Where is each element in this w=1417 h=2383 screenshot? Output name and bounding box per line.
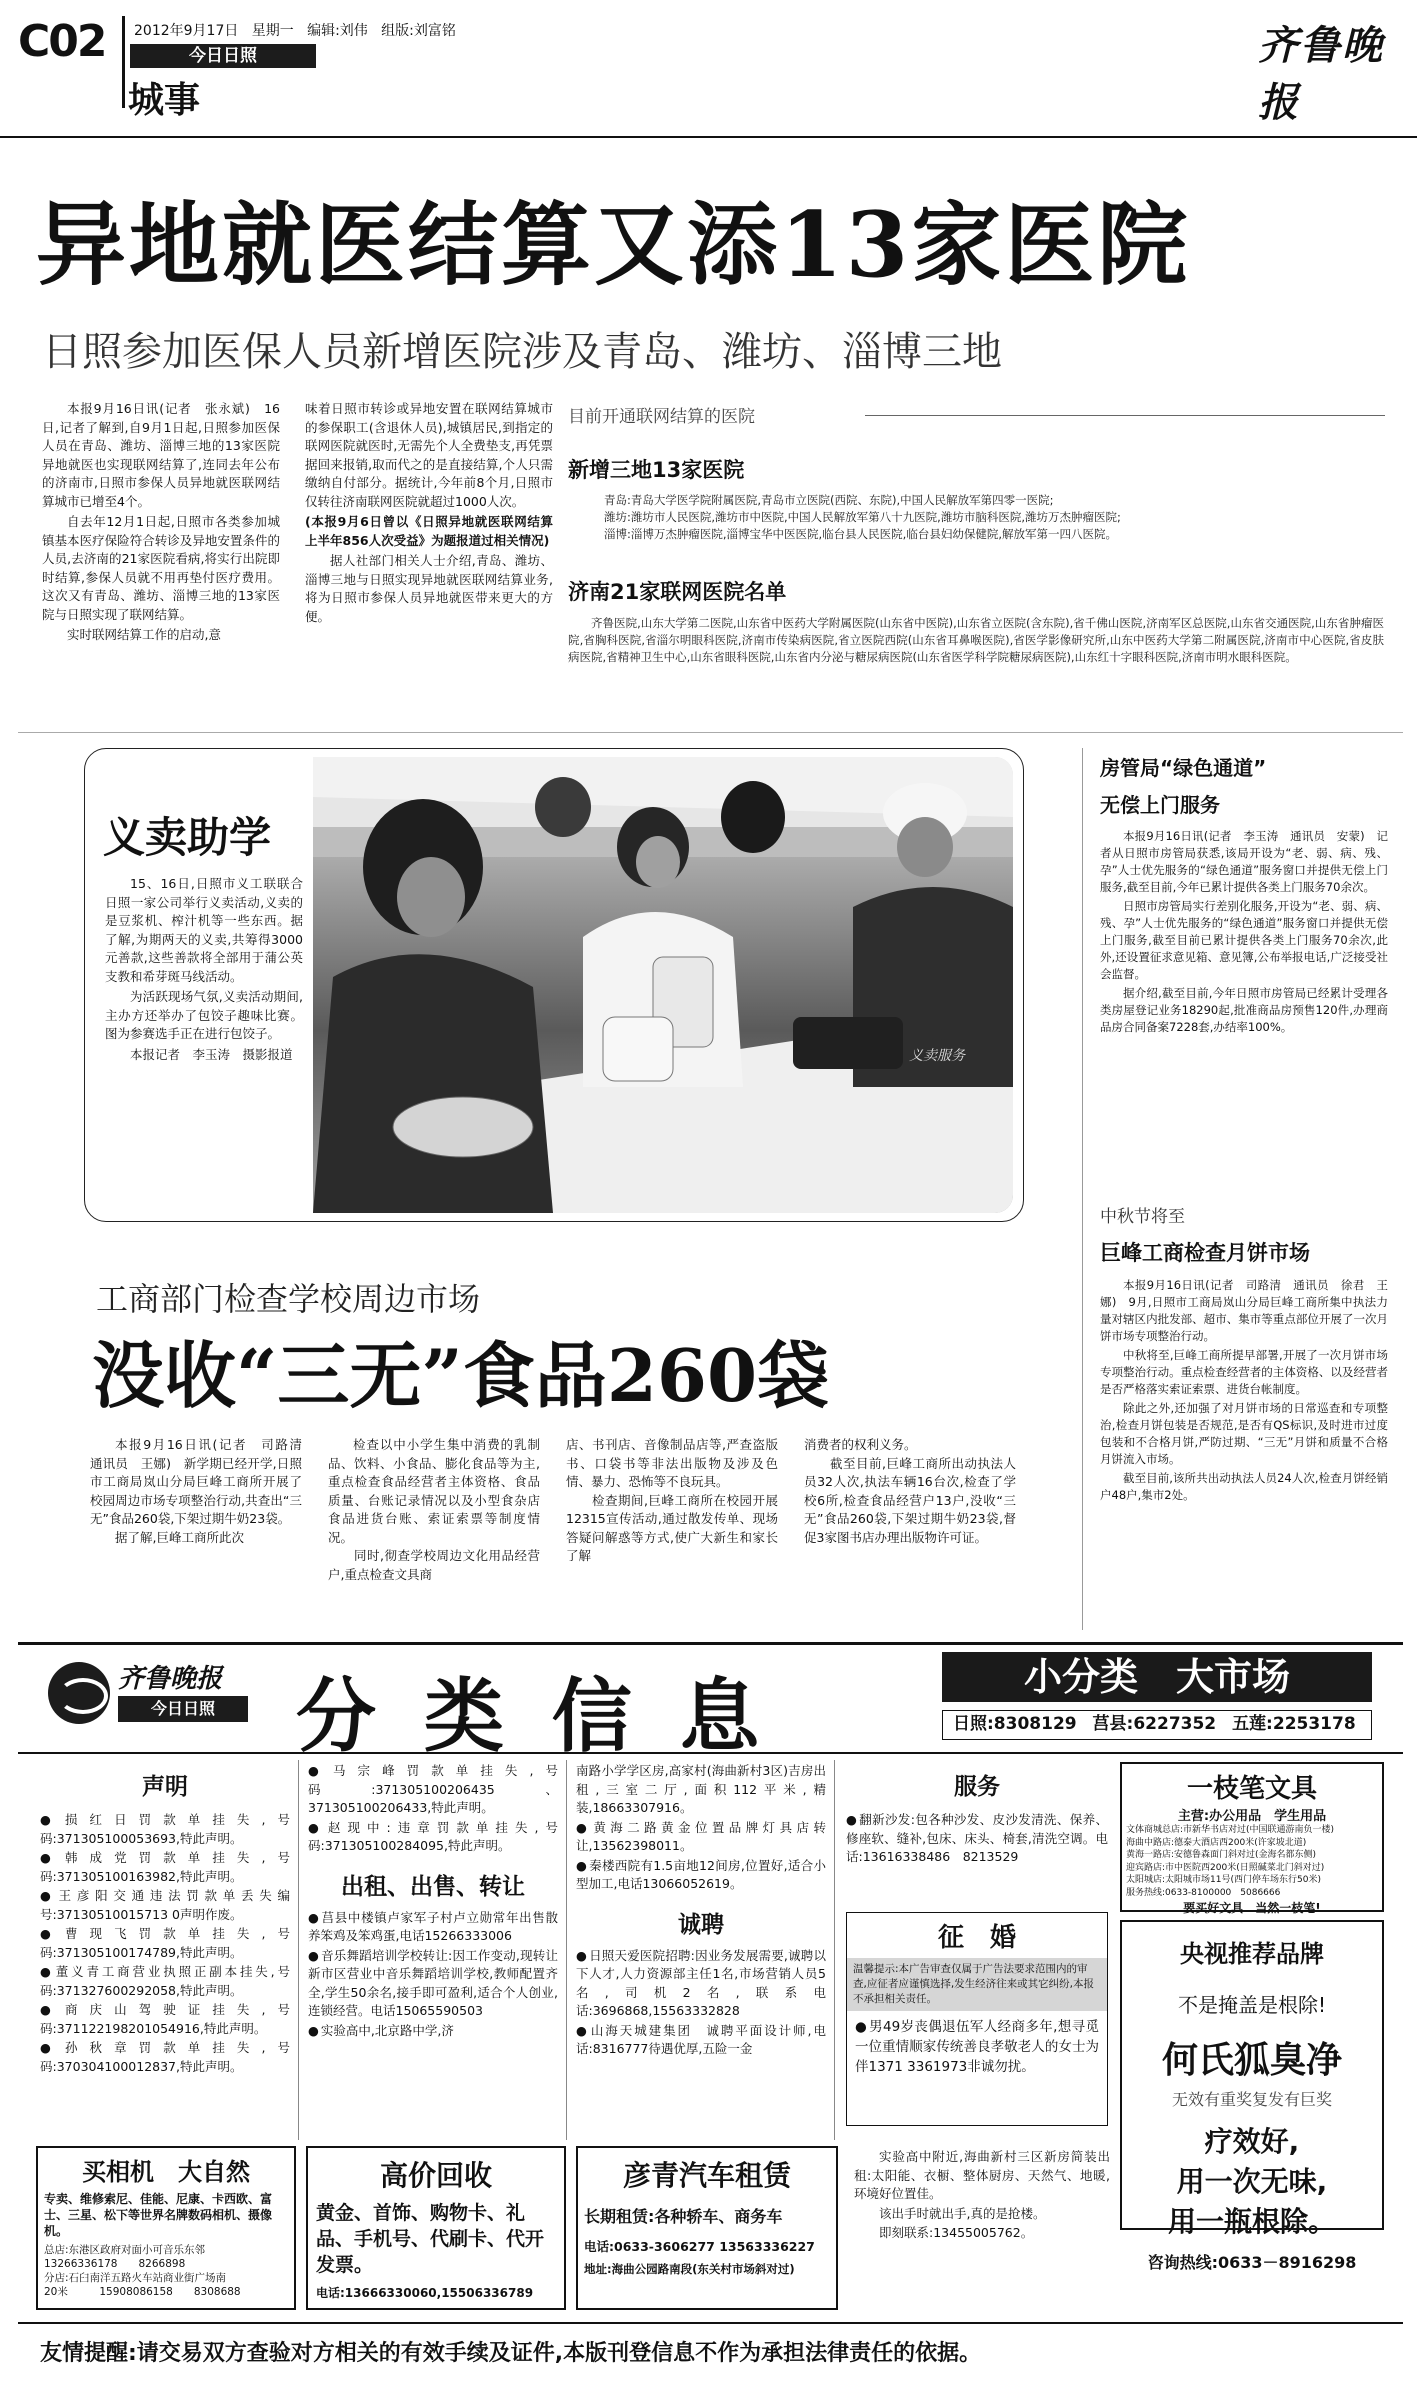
stationery-ad: [1120, 1762, 1384, 1915]
phone-juxian: 莒县:6227352: [1092, 1714, 1217, 1734]
camera-ad: [36, 2146, 296, 2310]
rent-item: ● 音乐舞蹈培训学校转让:因工作变动,现转让新市区营业中音乐舞蹈培训学校,教师配置齐全,学生50余名,接手即可盈利,适合个人创业,连锁经营。电话15065590503: [308, 1947, 558, 2021]
sidebar-paragraph: 截至目前,该所共出动执法人员24人次,检查月饼经销户48户,集市2处。: [1100, 1471, 1388, 1502]
section-title: 城事: [128, 79, 201, 121]
charity-sale-photo: [313, 757, 1013, 1213]
branch-line: 黄海一路店:安德鲁森面门斜对过(金海名都东侧): [1126, 1850, 1317, 1860]
story2-column: 店、书刊店、音像制品店等,严查盗版书、口袋书等非法出版物及涉及色情、暴力、恐怖等不良玩具。 检查期间,巨峰工商所在校园开展12315宣传活动,通过散发传单、现场答疑问解惑等方式,使广大新生和家长了解: [566, 1437, 778, 1563]
sidebar-story-a: [1100, 752, 1388, 1038]
recycle-ad: [306, 2146, 566, 2310]
lead-subhead: 日照参加医保人员新增医院涉及青岛、潍坊、淄博三地: [42, 329, 1002, 375]
rental-phone: 即刻联系:13455005762。: [879, 2225, 1034, 2240]
rental-house-ad: [850, 2146, 1114, 2314]
photo-story-box: [84, 748, 1024, 1222]
classifieds-banner: [26, 1652, 1388, 1763]
sidebar-paragraph: 日照市房管局实行差别化服务,开设为“老、弱、病、残、孕”人士优先服务的“绿色通道”服务窗口并提供无偿上门服务,截至目前已累计提供各类上门服务70余次,此外,还设置征求意见箱、意见簿,公布举报电话,广泛接受社会监督。: [1100, 899, 1388, 981]
stationery-slogan: 要买好文具 当然一枝笔!: [1183, 1901, 1321, 1915]
notice-item: ● 董义青工商营业执照正副本挂失,号码:371327600292058,特此声明。: [40, 1963, 290, 2000]
col-divider: [834, 1760, 835, 2140]
rent-heading: 出租、出售、转让: [341, 1872, 525, 1900]
photo-story-title: 义卖助学: [103, 813, 272, 862]
hospital-list-label: 目前开通联网结算的医院: [568, 407, 755, 427]
cctv-line2: 无效有重奖复发有巨奖: [1171, 2090, 1332, 2109]
story2-column: 消费者的权利义务。 截至目前,巨峰工商所出动执法人员32人次,执法车辆16台次,检查了学校6所,检查食品经营户13户,没收“三无”食品260袋,下架过期牛奶23袋,督促3家图书店办理出版物许可证。: [804, 1437, 1016, 1545]
photo-mark: 义卖服务: [909, 1048, 965, 1064]
footer-reminder: 友情提醒:请交易双方查验对方相关的有效手续及证件,本版刊登信息不作为承担法律责任的依据。: [40, 2341, 982, 2366]
classifieds-top-rule: [18, 1642, 1403, 1645]
cctv-title: 央视推荐品牌: [1180, 1940, 1324, 1968]
phone-wulian: 五莲:2253178: [1232, 1714, 1356, 1734]
hospital-list-item: 青岛:青岛大学医学院附属医院,青岛市立医院(西院、东院),中国人民解放军第四零一医院;: [604, 493, 1054, 507]
logo-name: 齐鲁晚报: [118, 1664, 223, 1694]
rent-item: 南路小学学区房,高家村(海曲新村3区)吉房出租,三室二厅,面积112平米,精装,18663307916。: [576, 1763, 826, 1815]
branch-line: 迎宾路店:市中医院西200米(日照碱菜北门斜对过): [1126, 1862, 1325, 1873]
layout-credit: 组版:刘富铭: [381, 23, 456, 39]
hospital-list-item: 淄博:淄博万杰肿瘤医院,淄博宝华中医医院,临台县人民医院,临台县妇幼保健院,解放军第一四八医院。: [604, 527, 1117, 541]
marriage-ad: [846, 1912, 1108, 2126]
cctv-ad: [1120, 1920, 1384, 2272]
notice-item: ● 商庆山驾驶证挂失,号码:371122198201054916,特此声明。: [40, 2001, 290, 2038]
new-hospitals-title: 新增三地13家医院: [568, 458, 745, 482]
lead-paragraph: 本报9月16日讯(记者 张永斌) 16日,记者了解到,自9月1日起,日照参加医保人员在青岛、潍坊、淄博三地的13家医院异地就医也实现联网结算了,连同去年公布的济南市,日照市参保人员异地就医联网结算城市已增至4个。: [42, 401, 280, 509]
cctv-hotline: 咨询热线:0633－8916298: [1147, 2253, 1357, 2272]
page-header: [0, 0, 1417, 126]
slogan-box: 小分类 大市场: [942, 1652, 1372, 1702]
story2-headline: 没收“三无”食品260袋: [92, 1333, 830, 1418]
rent-item: ● 莒县中楼镇卢家军子村卢立勋常年出售散养笨鸡及笨鸡蛋,电话15266333006: [308, 1909, 558, 1946]
jinan-hospitals-list: 齐鲁医院,山东大学第二医院,山东省中医药大学附属医院(山东省中医院),山东省立医院(含东院),省千佛山医院,济南军区总医院,山东省交通医院,山东省肿瘤医院,省胸科医院,省淄尔明眼科医院,济南市传染病医院,省立医院西院(山东省耳鼻喉医院),省医学影像研究所,山东中医药大学第二附属医院,济南市中心医院,省皮肤病医院,省精神卫生中心,山东省眼科医院,山东省内分泌与糖尿病医院(山东省医学科学院糖尿病医院),山东红十字眼科医院,济南市明水眼科医院。: [568, 616, 1384, 664]
lead-column-2: [305, 400, 553, 628]
issue-weekday: 星期一: [251, 23, 294, 39]
classified-col-rent: [308, 1762, 558, 2041]
phone-rizhao: 日照:8308129: [953, 1714, 1077, 1734]
lead-paragraph: 自去年12月1日起,日照市各类参加城镇基本医疗保险符合转诊及异地安置条件的人员,去济南的21家医院看病,将实行出院即时结算,参保人员就不用再垫付医疗费用。这次又有青岛、潍坊、淄博三地的13家医院与日照实现了联网结算。: [42, 514, 280, 622]
rent-item: ● 实验高中,北京路中学,济: [308, 2022, 558, 2041]
notice-item: ● 王彦阳交通违法罚款单丢失编号:37130510015713 0声明作废。: [40, 1887, 290, 1924]
camera-contact: [44, 2243, 288, 2299]
rent-item: ● 秦楼西院有1.5亩地12间房,位置好,适合小型加工,电话13066052619。: [576, 1857, 826, 1894]
sidebar-a-subtitle: 无偿上门服务: [1100, 793, 1220, 817]
lead-headline: 异地就医结算又添13家医院: [36, 192, 1191, 298]
masthead-logo: 齐鲁晚报: [1258, 22, 1384, 126]
sidebar-paragraph: 除此之外,还加强了对月饼市场的日常巡查和专项整治,检查月饼包装是否规范,是否有QS标识,及时进市过度包装和不合格月饼,严防过期、“三无”月饼和质量不合格月饼流入市场。: [1100, 1401, 1388, 1466]
col-divider: [298, 1760, 299, 2140]
page-number: C02: [18, 16, 106, 67]
lead-column-1: [42, 400, 280, 647]
notice-item: ● 曹现飞罚款单挂失,号码:371305100174789,特此声明。: [40, 1925, 290, 1962]
sidebar-divider: [1082, 748, 1083, 1630]
rental-text2: 该出手时就出手,真的是抢楼。: [879, 2205, 1046, 2221]
camera-title: 买相机 大自然: [82, 2157, 250, 2186]
recycle-phone: 电话:13666330060,15506336789: [316, 2286, 534, 2300]
camera-phone: 13266336178 8266898: [44, 2258, 186, 2270]
footer-rule: [18, 2322, 1403, 2324]
service-item: ● 翻新沙发:包各种沙发、皮沙发清洗、保养、修座软、缝补,包床、床头、椅套,清洗空调。电话:13616338486 8213529: [846, 1811, 1108, 1867]
stationery-branches: [1126, 1824, 1378, 1899]
rent-item: ● 黄海二路黄金位置品牌灯具店转让,13562398011。: [576, 1819, 826, 1856]
sidebar-b-title: 巨峰工商检查月饼市场: [1100, 1241, 1310, 1265]
cctv-line1: 不是掩盖是根除!: [1177, 1993, 1327, 2017]
section-rule: [18, 732, 1403, 733]
notice-item: ● 马宗峰罚款单挂失,号码:371305100206435、371305100206433,特此声明。: [308, 1762, 558, 1818]
car-rental-ad: [576, 2146, 838, 2310]
job-item: ● 山海天城建集团 诚聘平面设计师,电话:8316777待遇优厚,五险一金: [576, 2022, 826, 2059]
camera-address: 总店:东港区政府对面小可音乐东邻: [44, 2244, 206, 2256]
service-heading: 服务: [954, 1773, 1000, 1800]
classified-col-jobs: [576, 1762, 826, 2060]
hotline-bar: [942, 1710, 1372, 1740]
story2-kicker: 工商部门检查学校周边市场: [96, 1280, 481, 1318]
classified-col-notices: [40, 1762, 290, 2077]
classifieds-rule: [18, 1752, 1403, 1754]
stationery-sub: 主营:办公用品 学生用品: [1177, 1809, 1327, 1824]
branch-line: 文体商城总店:市新华书店对过(中国联通游南负一楼): [1126, 1825, 1335, 1835]
photo-caption: 为活跃现场气氛,义卖活动期间,主办方还举办了包饺子趣味比赛。图为参赛选手正在进行包饺子。: [105, 989, 303, 1041]
logo-emblem-icon: [48, 1662, 110, 1724]
story2-column: 本报9月16日讯(记者 司路清 通讯员 王娜) 新学期已经开学,日照市工商局岚山分局巨峰工商所开展了校园周边市场专项整治行动,共查出“三无”食品260袋,下架过期牛奶23袋。 据了解,巨峰工商所此次: [90, 1437, 302, 1545]
marriage-notice: 温馨提示:本广告审查仅属于广告法要求范围内的审查,应征者应谨慎选择,发生经济往来或其它纠纷,本报不承担相关责任。: [847, 1958, 1107, 2011]
lead-paragraph: 味着日照市转诊或异地安置在联网结算城市的参保职工(含退休人员),城镇居民,到指定的联网医院就医时,无需先个人全费垫支,再凭票据回来报销,取而代之的是直接结算,个人只需缴纳自付部分。据统计,今年前8个月,日照市仅转往济南联网医院就超过1000人次。: [305, 401, 553, 509]
sidebar-paragraph: 据介绍,截至目前,今年日照市房管局已经累计受理各类房屋登记业务18290起,批准商品房预售120件,办理商品房合同备案7228套,办结率100%。: [1100, 986, 1388, 1034]
hospital-list-item: 潍坊:潍坊市人民医院,潍坊市中医院,中国人民解放军第八十九医院,潍坊市脑科医院,潍坊万杰肿瘤医院;: [604, 510, 1121, 524]
car-title: 彦青汽车租赁: [622, 2159, 791, 2192]
header-meta: [134, 20, 456, 40]
notices-heading: 声明: [142, 1773, 188, 1800]
new-hospitals-list: [604, 492, 1384, 543]
camera-phone: 20米 15908086158 8308688: [44, 2286, 241, 2298]
cctv-brand: 何氏狐臭净: [1161, 2039, 1342, 2081]
lead-paragraph-note: (本报9月6日曾以《日照异地就医联网结算上半年856人次受益》为题报道过相关情况): [305, 514, 553, 548]
logo-sub: 今日日照: [118, 1696, 248, 1722]
cctv-line3: 疗效好,: [1204, 2125, 1300, 2158]
marriage-heading: 征 婚: [937, 1923, 1016, 1953]
jinan-hospitals-title: 济南21家联网医院名单: [568, 580, 787, 604]
stationery-title: 一枝笔文具: [1186, 1774, 1317, 1804]
notice-item: ● 孙秋章罚款单挂失,号码:370304100012837,特此声明。: [40, 2039, 290, 2076]
car-address: 地址:海曲公园路南段(东关村市场斜对过): [584, 2262, 795, 2276]
camera-address: 分店:石臼南洋五路火车站商业街广场南: [44, 2272, 227, 2284]
branch-line: 太阳城店:太阳城市场11号(西门停车场东行50米): [1126, 1875, 1321, 1885]
classifieds-title: 分 类 信 息: [296, 1669, 770, 1763]
label-rule: [865, 415, 1385, 416]
sidebar-a-title: 房管局“绿色通道”: [1100, 756, 1267, 780]
header-divider: [122, 16, 125, 108]
lead-paragraph: 据人社部门相关人士介绍,青岛、潍坊、淄博三地与日照实现异地就医联网结算业务,将为日照市参保人员异地就医带来更大的方便。: [305, 553, 553, 624]
photo-credit: 本报记者 李玉涛 摄影报道: [130, 1046, 293, 1062]
photo-story-text: [105, 875, 303, 1066]
rental-text: 实验高中附近,海曲新村三区新房简装出租:太阳能、衣橱、整体厨房、天然气、地暖,环境好位置佳。: [854, 2149, 1110, 2201]
cctv-line5: 用一瓶根除。: [1167, 2205, 1336, 2238]
sidebar-paragraph: 本报9月16日讯(记者 司路清 通讯员 徐君 王娜) 9月,日照市工商局岚山分局巨峰工商所集中执法力量对辖区内批发部、超市、集市等重点部位开展了一次月饼市场专项整治行动。: [1100, 1278, 1388, 1343]
marriage-text: ● 男49岁丧偶退伍军人经商多年,想寻觅一位重情顺家传统善良孝敬老人的女士为伴1371 3361973非诚勿扰。: [847, 2011, 1107, 2083]
jobs-heading: 诚聘: [678, 1910, 724, 1938]
notice-item: ● 赵现中:违章罚款单挂失,号码:371305100284095,特此声明。: [308, 1819, 558, 1856]
camera-text: 专卖、维修索尼、佳能、尼康、卡西欧、富士、三星、松下等世界名牌数码相机、摄像机。: [44, 2192, 273, 2238]
notice-item: ● 损红日罚款单挂失,号码:371305100053693,特此声明。: [40, 1811, 290, 1848]
recycle-title: 高价回收: [379, 2159, 492, 2192]
branch-line: 服务热线:0633-8100000 5086666: [1126, 1887, 1281, 1898]
notice-item: ● 韩成党罚款单挂失,号码:371305100163982,特此声明。: [40, 1849, 290, 1886]
photo-caption: 15、16日,日照市义工联联合日照一家公司举行义卖活动,义卖的是豆浆机、榨汁机等一些东西。据了解,为期两天的义卖,共筹得3000元善款,这些善款将全部用于蒲公英支教和希芽斑马线活动。: [105, 876, 303, 984]
car-phone: 电话:0633-3606277 13563336227: [584, 2239, 815, 2254]
sidebar-paragraph: 本报9月16日讯(记者 李玉涛 通讯员 安蒙) 记者从日照市房管局获悉,该局开设为“老、弱、病、残、孕”人士优先服务的“绿色通道”服务窗口并提供无偿上门服务,截至目前,今年已累计提供各类上门服务70余次。: [1100, 829, 1388, 894]
classifieds-logo: [48, 1656, 288, 1742]
cctv-line4: 用一次无味,: [1176, 2165, 1328, 2198]
lead-paragraph: 实时联网结算工作的启动,意: [67, 627, 221, 642]
photo-scene: [313, 757, 1013, 1213]
sidebar-paragraph: 中秋将至,巨峰工商所提早部署,开展了一次月饼市场专项整治行动。重点检查经营者的主体资格、以及经营者是否严格落实索证索票、进货台帐制度。: [1100, 1348, 1388, 1396]
job-item: ● 日照天爱医院招聘:因业务发展需要,诚聘以下人才,人力资源部主任1名,市场营销人员5名,司机2名,联系电话:3696868,15563332828: [576, 1947, 826, 2021]
story2-column: 检查以中小学生集中消费的乳制品、饮料、小食品、膨化食品等为主,重点检查食品经营者主体资格、食品质量、台账记录情况以及小型食杂店食品进货台账、索证索票等制度情况。 同时,彻查学校周边文化用品经营户,重点检查文具商: [328, 1437, 540, 1582]
issue-date: 2012年9月17日: [134, 23, 239, 39]
header-rule: [0, 136, 1417, 138]
recycle-text: 黄金、首饰、购物卡、礼品、手机号、代刷卡、代开发票。: [316, 2202, 545, 2276]
branch-line: 海曲中路店:德泰大酒店西200米(许家坡北道): [1126, 1837, 1307, 1848]
editor-credit: 编辑:刘伟: [307, 23, 368, 39]
sidebar-story-b: [1100, 1202, 1388, 1506]
car-text: 长期租赁:各种轿车、商务车: [584, 2207, 783, 2226]
story2-body: [90, 1436, 1020, 1646]
classified-col-service: [846, 1762, 1108, 1868]
section-tag: 今日日照: [130, 44, 316, 68]
col-divider: [566, 1760, 567, 2140]
sidebar-b-kicker: 中秋节将至: [1100, 1207, 1185, 1227]
